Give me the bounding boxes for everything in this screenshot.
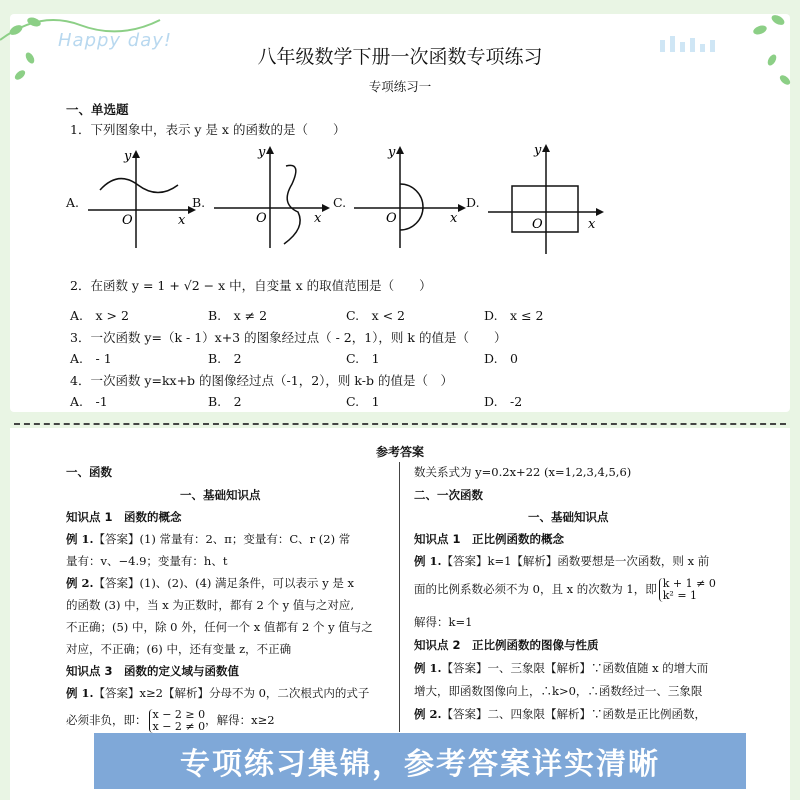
section-heading: 一、单选题: [66, 102, 129, 117]
graph-d-x-label: x: [588, 217, 596, 232]
q2-option-c: C. x < 2: [346, 308, 406, 323]
graph-b-x-label: x: [314, 211, 322, 226]
q2-option-a: A. x > 2: [70, 308, 129, 323]
graph-a-y-label: y: [124, 149, 132, 164]
q1-graph-b: [214, 140, 332, 252]
left-ex2-line4: 对应，不正确；(6) 中，还有变量 z，不正确: [66, 642, 292, 656]
left-ex1-line1: 【答案】(1) 常量有：2、π；变量有：C、r (2) 常: [93, 532, 351, 546]
q1-graph-d: [488, 140, 608, 258]
q3-option-d: D. 0: [484, 351, 519, 366]
document-title: 八年级数学下册一次函数专项练习: [257, 46, 543, 68]
right-line-0: 数关系式为 y=0.2x+22 (x=1,2,3,4,5,6): [414, 465, 632, 479]
left-kp3: 知识点 3 函数的定义域与函数值: [66, 664, 240, 678]
q1-option-d-label: D.: [466, 195, 480, 210]
left-heading-1: 一、函数: [66, 465, 112, 479]
graph-c-origin: O: [386, 211, 397, 226]
q2-option-d: D. x ≤ 2: [484, 308, 544, 323]
question-3-stem: 3．一次函数 y=（k - 1）x+3 的图象经过点（ - 2，1），则 k 的值是（ ）: [70, 330, 507, 345]
right-ex1-label: 例 1.: [414, 554, 442, 568]
right-kp1: 知识点 1 正比例函数的概念: [414, 532, 565, 546]
right-ex1-eq1: k + 1 ≠ 0: [662, 577, 716, 590]
graph-a-x-label: x: [178, 213, 186, 228]
left-ex3-line2: 必须非负，即：: [66, 713, 147, 727]
left-ex2-line1: 【答案】(1)、(2)、(4) 满足条件，可以表示 y 是 x: [93, 576, 354, 590]
document-subtitle: 专项练习一: [368, 79, 432, 94]
right-heading-2: 一、基础知识点: [528, 510, 609, 524]
question-1-stem: 1．下列图象中，表示 y 是 x 的函数的是（ ）: [70, 122, 346, 137]
graph-c-y-label: y: [388, 145, 396, 160]
promo-banner-text: 专项练习集锦，参考答案详实清晰: [180, 747, 660, 782]
right-ex1-line3: 解得：k=1: [414, 615, 473, 629]
q3-option-a: A. - 1: [70, 351, 112, 366]
left-ex1-label: 例 1.: [66, 532, 94, 546]
deco-text: Happy day!: [58, 30, 173, 51]
left-kp1: 知识点 1 函数的概念: [66, 510, 182, 524]
q4-option-a: A. -1: [70, 394, 108, 409]
right-ex1-system: [659, 578, 716, 602]
q3-option-c: C. 1: [346, 351, 380, 366]
answers-title: 参考答案: [375, 445, 424, 459]
q1-option-a-label: A.: [66, 195, 80, 210]
graph-d-origin: O: [532, 217, 543, 232]
left-ex2-line2: 的函数 (3) 中，当 x 为正数时，都有 2 个 y 值与之对应,: [66, 598, 354, 612]
graph-c-x-label: x: [450, 211, 458, 226]
q1-graph-a: [88, 140, 198, 252]
q1-graph-c: [354, 140, 470, 252]
left-ex3-eq2: x − 2 ≠ 0: [152, 720, 206, 733]
right-ex2-label: 例 1.: [414, 661, 442, 675]
right-ex1-line1: 【答案】k=1【解析】函数要想是一次函数，则 x 前: [441, 554, 710, 568]
graph-a-origin: O: [122, 213, 133, 228]
right-ex3-label: 例 2.: [414, 707, 442, 721]
left-ex3-eq1: x − 2 ≥ 0: [152, 708, 206, 721]
graph-d-y-label: y: [534, 143, 542, 158]
right-kp2: 知识点 2 正比例函数的图像与性质: [414, 638, 599, 652]
q3-option-b: B. 2: [208, 351, 242, 366]
question-2-stem: 2．在函数 y = 1 + √2 − x 中，自变量 x 的取值范围是（ ）: [70, 278, 432, 293]
promo-banner: [94, 733, 746, 789]
section-divider: [14, 423, 786, 425]
left-ex3-line1: 【答案】x≥2【解析】分母不为 0，二次根式内的式子: [93, 686, 370, 700]
graph-b-y-label: y: [258, 145, 266, 160]
question-4-stem: 4．一次函数 y=kx+b 的图像经过点（-1，2），则 k-b 的值是（ ）: [70, 373, 453, 388]
left-ex3-label: 例 1.: [66, 686, 94, 700]
right-ex1-line2: 面的比例系数必须不为 0，且 x 的次数为 1，即: [414, 582, 657, 596]
left-ex1-line2: 量有：v、−4.9；变量有：h、t: [66, 554, 228, 568]
left-heading-2: 一、基础知识点: [180, 488, 261, 502]
q4-option-c: C. 1: [346, 394, 380, 409]
right-ex2-line2: 增大，即函数图像向上，∴k>0，∴函数经过一、三象限: [414, 684, 703, 698]
left-ex2-line3: 不正确；(5) 中，除 0 外，任何一个 x 值都有 2 个 y 值与之: [66, 620, 373, 634]
q4-option-b: B. 2: [208, 394, 242, 409]
left-ex3-line3: ，解得：x≥2: [205, 713, 275, 727]
q2-option-b: B. x ≠ 2: [208, 308, 268, 323]
right-ex3-line1: 【答案】二、四象限【解析】∵函数是正比例函数，: [441, 707, 707, 721]
column-divider: [399, 462, 400, 732]
q1-option-b-label: B.: [192, 195, 206, 210]
q4-option-d: D. -2: [484, 394, 523, 409]
right-ex2-line1: 【答案】一、三象限【解析】∵函数值随 x 的增大而: [441, 661, 709, 675]
q1-option-c-label: C.: [333, 195, 347, 210]
graph-b-origin: O: [256, 211, 267, 226]
left-ex2-label: 例 2.: [66, 576, 94, 590]
right-ex1-eq2: k² = 1: [662, 589, 698, 602]
left-ex3-system: [149, 709, 206, 733]
right-heading-1: 二、一次函数: [414, 488, 483, 502]
